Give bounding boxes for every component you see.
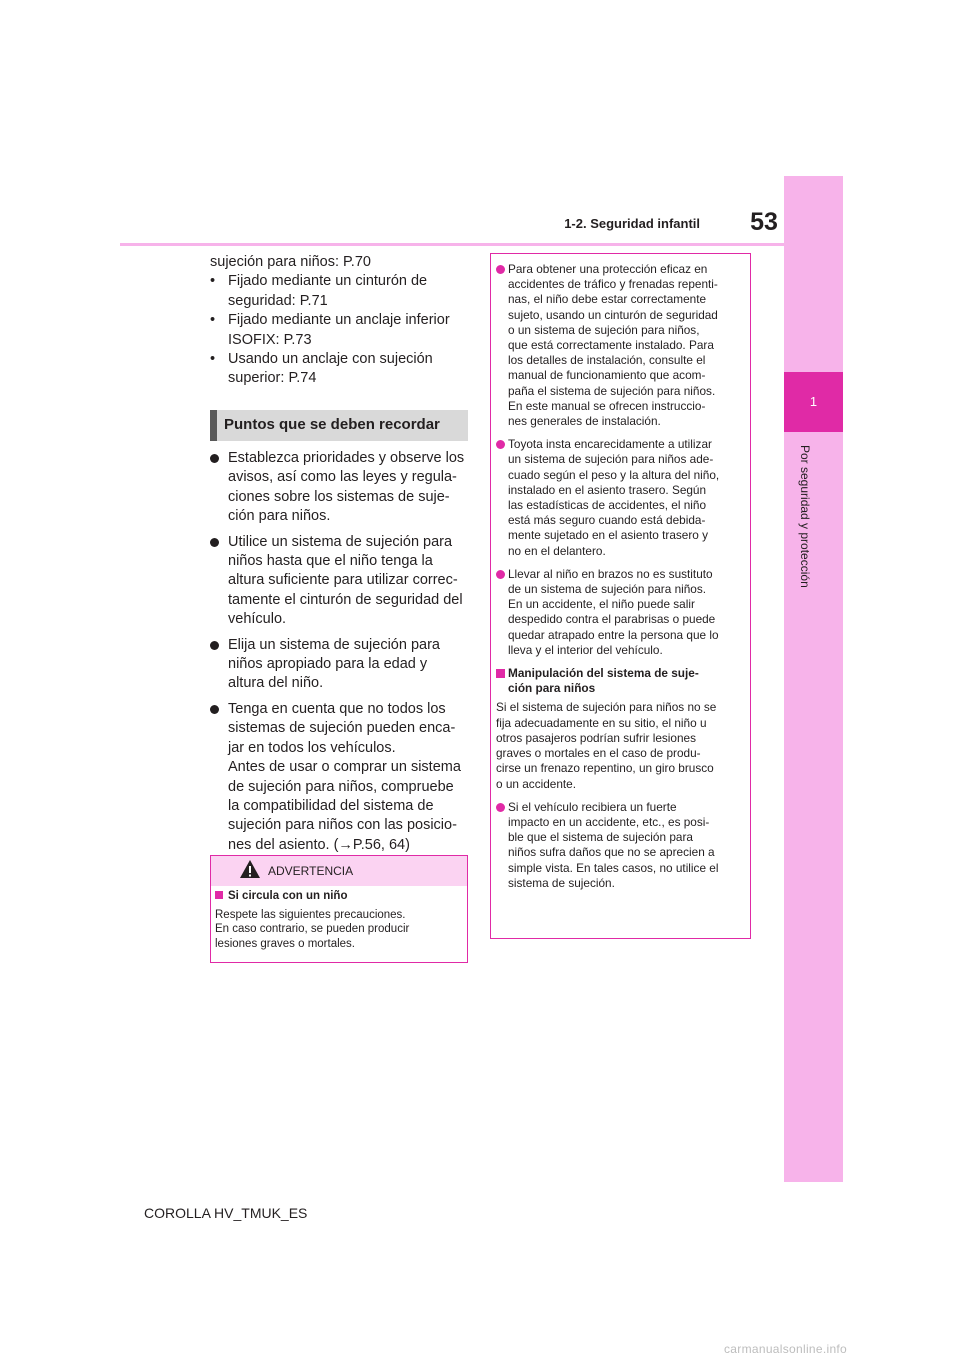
intro-sub-item: • Fijado mediante un cinturón de bbox=[210, 273, 428, 290]
note-item: Toyota insta encarecidamente a utilizar un sistema de sujeción para niños ade- cuado según el peso y la altura del niño, instalado en el asiento trasero. Según las estadísticas de accidentes, el niño está más seguro cuando está debida- mente sujetado en el asiento trasero y no en el delantero. bbox=[496, 437, 746, 559]
intro-text: sujeción para niños: P.70 • Fijado mediante un cinturón de seguridad: P.71 • Fijado mediante un anclaje inferior ISOFIX: P.73 • Usando un anclaje con sujeción superior: P.74 bbox=[210, 253, 472, 389]
points-heading: Puntos que se deben recordar bbox=[224, 416, 440, 433]
point-item: Utilice un sistema de sujeción para niños hasta que el niño tenga la altura suficiente para utilizar correc- tamente el cinturón de seguridad del vehículo. bbox=[210, 533, 472, 630]
bullet-icon bbox=[210, 705, 219, 714]
intro-sub-item: • Fijado mediante un anclaje inferior bbox=[210, 312, 450, 329]
square-bullet-icon bbox=[215, 891, 223, 899]
bullet-icon bbox=[210, 641, 219, 650]
bullet-icon bbox=[496, 570, 505, 579]
bullet-icon bbox=[210, 538, 219, 547]
warning-body: Si circula con un niño Respete las siguientes precauciones. En caso contrario, se pueden producir lesiones graves o mortales. bbox=[215, 889, 465, 951]
warning-title: ADVERTENCIA bbox=[268, 864, 354, 878]
header-rule bbox=[120, 243, 784, 246]
intro-sub-item: • Usando un anclaje con sujeción bbox=[210, 351, 433, 368]
bullet-icon bbox=[496, 803, 505, 812]
note-paragraph: Si el sistema de sujeción para niños no se fija adecuadamente en su sitio, el niño u otros pasajeros podrían sufrir lesiones graves o mortales en el caso de produ- cirse un frenazo repentino, un giro brusco o un accidente. bbox=[496, 700, 717, 791]
notes-text bbox=[496, 262, 746, 899]
chapter-number: 1 bbox=[809, 394, 818, 409]
square-bullet-icon bbox=[496, 669, 505, 678]
warning-icon bbox=[239, 859, 261, 879]
intro-line: sujeción para niños: P.70 bbox=[210, 254, 371, 270]
point-item: Tenga en cuenta que no todos los sistemas de sujeción pueden enca- jar en todos los vehículos. Antes de usar o comprar un sistema de sujeción para niños, compruebe la compatibilidad del sistema de sujeción para niños con las posicio- nes del asiento. (→P.56, 64) bbox=[210, 700, 472, 855]
chapter-side-tab bbox=[784, 176, 843, 1182]
point-item: Elija un sistema de sujeción para niños apropiado para la edad y altura del niño. bbox=[210, 636, 472, 694]
page-number: 53 bbox=[750, 208, 778, 236]
points-list bbox=[210, 449, 472, 861]
note-item: Llevar al niño en brazos no es sustituto de un sistema de sujeción para niños. En un accidente, el niño puede salir despedido contra el parabrisas o puede quedar atrapado entre la persona que lo lleva y el interior del vehículo. bbox=[496, 567, 746, 658]
note-heading: Manipulación del sistema de suje- ción para niños bbox=[496, 666, 746, 696]
section-title: 1-2. Seguridad infantil bbox=[564, 216, 700, 231]
warning-subtitle: Si circula con un niño bbox=[215, 889, 465, 904]
note-item: Para obtener una protección eficaz en accidentes de tráfico y frenadas repenti- nas, el niño debe estar correctamente sujeto, usando un cinturón de seguridad o un sistema de sujeción para niños, que está correctamente instalado. Para los detalles de instalación, consulte el manual de funcionamiento que acom- paña el sistema de sujeción para niños. En este manual se ofrecen instruccio- nes generales de instalación. bbox=[496, 262, 746, 429]
watermark: carmanualsonline.info bbox=[724, 1342, 848, 1356]
footer-model-code: COROLLA HV_TMUK_ES bbox=[144, 1205, 308, 1221]
chapter-title: Por seguridad y protección bbox=[798, 445, 812, 588]
point-item: Establezca prioridades y observe los avisos, así como las leyes y regula- ciones sobre los sistemas de suje- ción para niños. bbox=[210, 449, 472, 527]
bullet-icon bbox=[496, 265, 505, 274]
bullet-icon bbox=[496, 440, 505, 449]
bullet-icon bbox=[210, 454, 219, 463]
note-item: Si el vehículo recibiera un fuerte impacto en un accidente, etc., es posi- ble que el sistema de sujeción para niños sufra daños que no se aprecien a simple vista. En tales casos, no utilice el sistema de sujeción. bbox=[496, 800, 746, 891]
